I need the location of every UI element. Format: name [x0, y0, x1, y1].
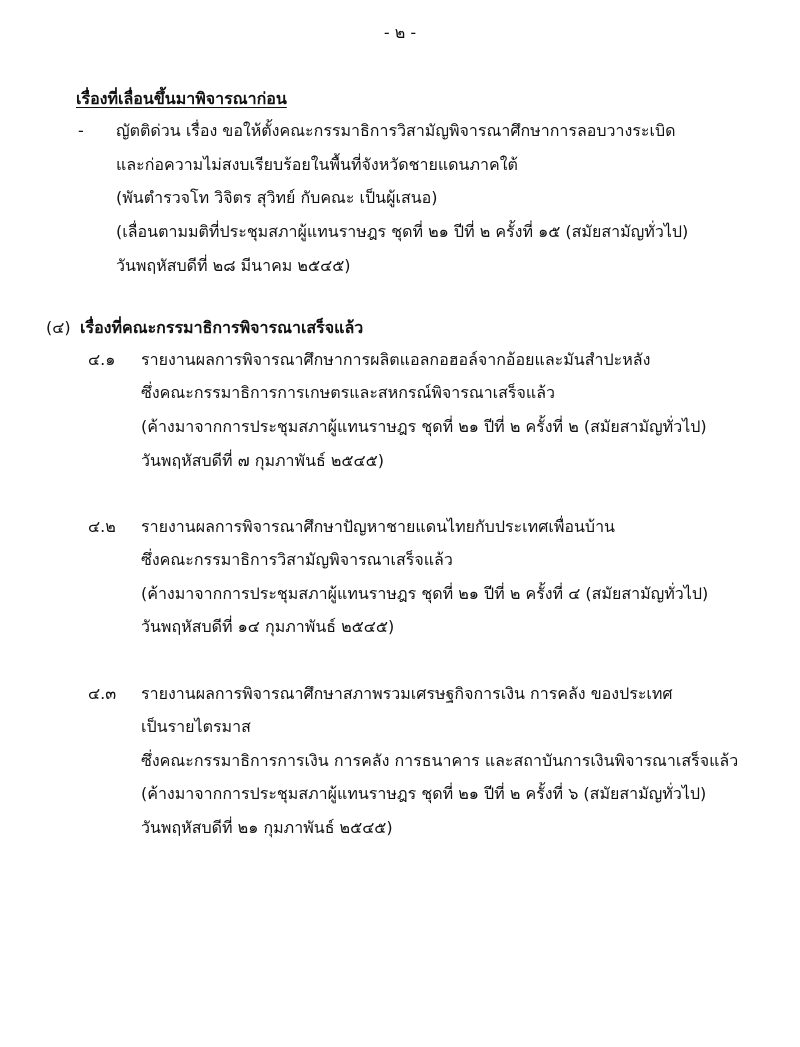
page-number: - ๒ - [383, 23, 417, 42]
section-4-heading: เรื่องที่คณะกรรมาธิการพิจารณาเสร็จแล้ว [80, 318, 364, 337]
advanced-item-line: วันพฤหัสบดีที่ ๒๘ มีนาคม ๒๕๔๕) [116, 256, 351, 275]
item-4-2-line: วันพฤหัสบดีที่ ๑๔ กุมภาพันธ์ ๒๕๔๕) [141, 617, 395, 636]
item-4-2-line: ซึ่งคณะกรรมาธิการวิสามัญพิจารณาเสร็จแล้ว [141, 550, 453, 569]
advanced-item-line: (พันตำรวจโท วิจิตร สุวิทย์ กับคณะ เป็นผู้เสนอ) [116, 188, 438, 207]
advanced-section-heading: เรื่องที่เลื่อนขึ้นมาพิจารณาก่อน [76, 89, 287, 108]
advanced-item-line: และก่อความไม่สงบเรียบร้อยในพื้นที่จังหวัดชายแดนภาคใต้ [116, 155, 518, 174]
section-4-number: (๔) [46, 318, 71, 337]
item-4-3-line: ซึ่งคณะกรรมาธิการการเงิน การคลัง การธนาคาร และสถาบันการเงินพิจารณาเสร็จแล้ว [141, 751, 739, 770]
item-4-1-number: ๔.๑ [88, 350, 116, 369]
item-4-3-line: (ค้างมาจากการประชุมสภาผู้แทนราษฎร ชุดที่ ๒๑ ปีที่ ๒ ครั้งที่ ๖ (สมัยสามัญทั่วไป) [141, 784, 707, 803]
advanced-item-line: ญัตติด่วน เรื่อง ขอให้ตั้งคณะกรรมาธิการวิสามัญพิจารณาศึกษาการลอบวางระเบิด [116, 121, 676, 140]
item-4-3-number: ๔.๓ [88, 684, 117, 703]
item-4-1-line: (ค้างมาจากการประชุมสภาผู้แทนราษฎร ชุดที่ ๒๑ ปีที่ ๒ ครั้งที่ ๒ (สมัยสามัญทั่วไป) [141, 417, 707, 436]
item-4-2-number: ๔.๒ [88, 517, 116, 536]
item-4-2-line: (ค้างมาจากการประชุมสภาผู้แทนราษฎร ชุดที่ ๒๑ ปีที่ ๒ ครั้งที่ ๔ (สมัยสามัญทั่วไป) [141, 584, 709, 603]
item-4-3-line: เป็นรายไตรมาส [141, 717, 251, 736]
item-4-1-line: วันพฤหัสบดีที่ ๗ กุมภาพันธ์ ๒๕๔๕) [141, 451, 384, 470]
item-4-2-line: รายงานผลการพิจารณาศึกษาปัญหาชายแดนไทยกับประเทศเพื่อนบ้าน [141, 517, 615, 536]
advanced-item-marker: - [78, 121, 84, 140]
item-4-1-line: ซึ่งคณะกรรมาธิการการเกษตรและสหกรณ์พิจารณาเสร็จแล้ว [141, 383, 555, 402]
item-4-3-line: วันพฤหัสบดีที่ ๒๑ กุมภาพันธ์ ๒๕๔๕) [141, 818, 393, 837]
advanced-item-line: (เลื่อนตามมติที่ประชุมสภาผู้แทนราษฎร ชุดที่ ๒๑ ปีที่ ๒ ครั้งที่ ๑๕ (สมัยสามัญทั่วไป) [116, 222, 689, 241]
item-4-3-line: รายงานผลการพิจารณาศึกษาสภาพรวมเศรษฐกิจการเงิน การคลัง ของประเทศ [141, 684, 673, 703]
item-4-1-line: รายงานผลการพิจารณาศึกษาการผลิตแอลกอฮอล์จากอ้อยและมันสำปะหลัง [141, 350, 651, 369]
